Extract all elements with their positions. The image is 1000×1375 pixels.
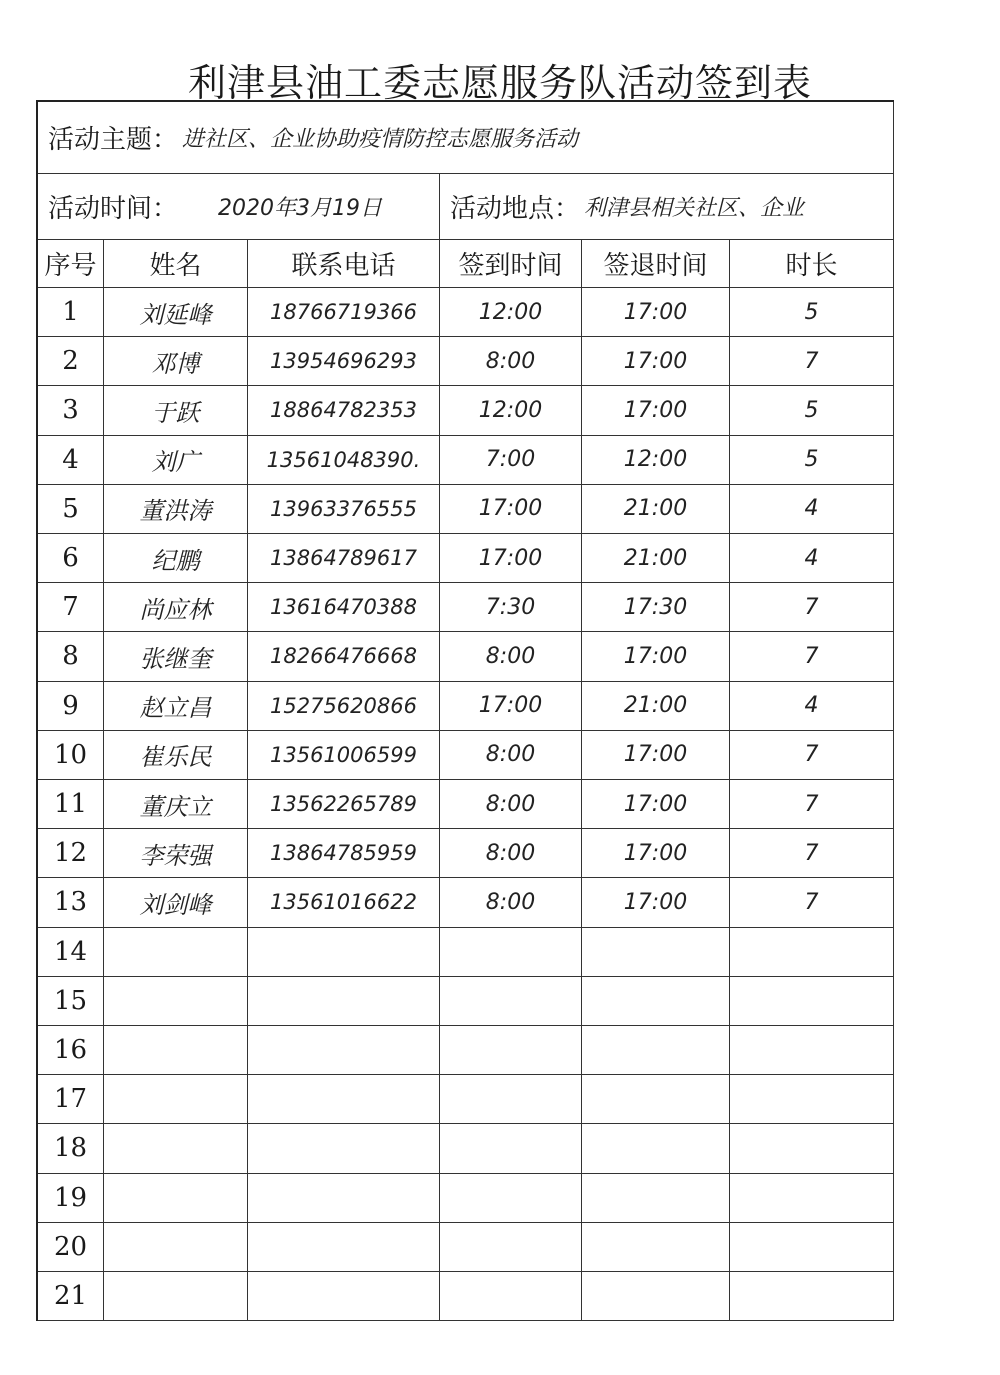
- cell-phone: 13616470388: [248, 583, 440, 631]
- cell-duration: [730, 977, 894, 1025]
- cell-duration: 7: [730, 337, 894, 385]
- table-row: [38, 436, 894, 485]
- cell-index: 8: [38, 632, 104, 680]
- table-row: [38, 977, 894, 1026]
- cell-checkout: 12:00: [582, 436, 730, 484]
- cell-checkin: 8:00: [440, 731, 582, 779]
- cell-checkin: 8:00: [440, 829, 582, 877]
- cell-checkout: [582, 977, 730, 1025]
- cell-phone: 13963376555: [248, 485, 440, 533]
- table-row: [38, 1174, 894, 1223]
- cell-name: 李荣强: [104, 829, 248, 877]
- cell-phone: [248, 1223, 440, 1271]
- cell-duration: 7: [730, 829, 894, 877]
- cell-checkin: [440, 1026, 582, 1074]
- cell-phone: 13561006599: [248, 731, 440, 779]
- table-row: [38, 337, 894, 386]
- table-row: [38, 780, 894, 829]
- cell-duration: 7: [730, 632, 894, 680]
- cell-duration: [730, 1124, 894, 1172]
- cell-checkin: 17:00: [440, 485, 582, 533]
- table-row: [38, 928, 894, 977]
- cell-checkin: 17:00: [440, 534, 582, 582]
- cell-phone: [248, 1174, 440, 1222]
- cell-name: 尚应林: [104, 583, 248, 631]
- table-row: [38, 1124, 894, 1173]
- cell-checkin: 12:00: [440, 386, 582, 434]
- cell-checkout: 17:00: [582, 731, 730, 779]
- cell-duration: [730, 1075, 894, 1123]
- table-row: [38, 632, 894, 681]
- cell-duration: [730, 928, 894, 976]
- cell-duration: 4: [730, 485, 894, 533]
- cell-checkin: 8:00: [440, 780, 582, 828]
- time-place-row: [38, 174, 894, 240]
- theme-cell: [38, 102, 894, 173]
- cell-duration: 5: [730, 288, 894, 336]
- cell-name: [104, 1272, 248, 1320]
- cell-index: 18: [38, 1124, 104, 1172]
- cell-name: 董洪涛: [104, 485, 248, 533]
- cell-phone: 13562265789: [248, 780, 440, 828]
- table-row: [38, 583, 894, 632]
- cell-name: 刘广: [104, 436, 248, 484]
- cell-name: [104, 1223, 248, 1271]
- header-row: [38, 240, 894, 288]
- cell-name: 邓博: [104, 337, 248, 385]
- time-label: 活动时间：: [48, 194, 179, 224]
- time-cell: [38, 174, 440, 239]
- cell-duration: 5: [730, 436, 894, 484]
- theme-label: 活动主题：: [48, 125, 179, 155]
- cell-name: [104, 1026, 248, 1074]
- cell-phone: 18766719366: [248, 288, 440, 336]
- cell-index: 14: [38, 928, 104, 976]
- cell-duration: 4: [730, 534, 894, 582]
- cell-checkin: 8:00: [440, 632, 582, 680]
- cell-checkin: [440, 928, 582, 976]
- cell-checkin: [440, 1075, 582, 1123]
- cell-phone: 18266476668: [248, 632, 440, 680]
- table-row: [38, 534, 894, 583]
- cell-checkout: 21:00: [582, 485, 730, 533]
- table-row: [38, 386, 894, 435]
- cell-phone: 13864789617: [248, 534, 440, 582]
- table-row: [38, 878, 894, 927]
- cell-index: 5: [38, 485, 104, 533]
- cell-checkin: 12:00: [440, 288, 582, 336]
- time-value: 2020年3月19日: [218, 196, 382, 221]
- cell-index: 15: [38, 977, 104, 1025]
- cell-duration: [730, 1272, 894, 1320]
- cell-phone: 15275620866: [248, 682, 440, 730]
- cell-duration: [730, 1174, 894, 1222]
- header-col-duration: 时长: [730, 240, 894, 287]
- sheet-title: 利津县油工委志愿服务队活动签到表: [187, 61, 812, 105]
- cell-checkout: 17:00: [582, 829, 730, 877]
- cell-phone: 13561048390.: [248, 436, 440, 484]
- cell-duration: [730, 1223, 894, 1271]
- cell-index: 9: [38, 682, 104, 730]
- cell-checkin: 8:00: [440, 337, 582, 385]
- cell-index: 13: [38, 878, 104, 926]
- table-row: [38, 288, 894, 337]
- cell-index: 20: [38, 1223, 104, 1271]
- cell-checkin: [440, 1223, 582, 1271]
- cell-name: 张继奎: [104, 632, 248, 680]
- cell-name: 刘延峰: [104, 288, 248, 336]
- cell-index: 12: [38, 829, 104, 877]
- cell-checkout: [582, 1124, 730, 1172]
- cell-duration: 7: [730, 780, 894, 828]
- cell-index: 17: [38, 1075, 104, 1123]
- cell-checkout: 17:30: [582, 583, 730, 631]
- cell-checkin: [440, 1174, 582, 1222]
- cell-checkin: 7:30: [440, 583, 582, 631]
- cell-phone: [248, 1272, 440, 1320]
- header-col-phone: 联系电话: [248, 240, 440, 287]
- cell-name: 董庆立: [104, 780, 248, 828]
- cell-checkout: 17:00: [582, 288, 730, 336]
- cell-index: 4: [38, 436, 104, 484]
- table-row: [38, 1075, 894, 1124]
- cell-checkout: 17:00: [582, 337, 730, 385]
- cell-phone: 18864782353: [248, 386, 440, 434]
- table-row: [38, 1026, 894, 1075]
- cell-checkout: [582, 1026, 730, 1074]
- place-label: 活动地点：: [450, 194, 581, 224]
- cell-index: 11: [38, 780, 104, 828]
- cell-index: 7: [38, 583, 104, 631]
- cell-checkin: [440, 977, 582, 1025]
- cell-index: 2: [38, 337, 104, 385]
- cell-name: [104, 1124, 248, 1172]
- table-row: [38, 829, 894, 878]
- cell-phone: 13954696293: [248, 337, 440, 385]
- cell-index: 16: [38, 1026, 104, 1074]
- cell-phone: [248, 1075, 440, 1123]
- header-col-checkin: 签到时间: [440, 240, 582, 287]
- cell-phone: [248, 1026, 440, 1074]
- cell-name: [104, 1174, 248, 1222]
- cell-checkin: 17:00: [440, 682, 582, 730]
- header-col-name: 姓名: [104, 240, 248, 287]
- cell-checkout: 17:00: [582, 780, 730, 828]
- cell-name: [104, 1075, 248, 1123]
- cell-checkout: 17:00: [582, 386, 730, 434]
- cell-checkin: [440, 1124, 582, 1172]
- cell-name: 刘剑峰: [104, 878, 248, 926]
- cell-index: 6: [38, 534, 104, 582]
- cell-duration: 4: [730, 682, 894, 730]
- cell-checkout: [582, 1075, 730, 1123]
- cell-phone: [248, 928, 440, 976]
- cell-phone: [248, 1124, 440, 1172]
- cell-checkout: [582, 1174, 730, 1222]
- cell-duration: 5: [730, 386, 894, 434]
- cell-phone: 13561016622: [248, 878, 440, 926]
- cell-checkout: 17:00: [582, 632, 730, 680]
- theme-row: [38, 102, 894, 174]
- cell-checkin: 7:00: [440, 436, 582, 484]
- cell-name: [104, 977, 248, 1025]
- cell-name: 纪鹏: [104, 534, 248, 582]
- cell-name: 于跃: [104, 386, 248, 434]
- place-cell: [440, 174, 894, 239]
- cell-index: 19: [38, 1174, 104, 1222]
- cell-index: 21: [38, 1272, 104, 1320]
- cell-index: 10: [38, 731, 104, 779]
- cell-checkout: [582, 1223, 730, 1271]
- cell-checkout: 21:00: [582, 534, 730, 582]
- cell-checkin: 8:00: [440, 878, 582, 926]
- table-row: [38, 731, 894, 780]
- cell-name: [104, 928, 248, 976]
- header-col-index: 序号: [38, 240, 104, 287]
- cell-duration: [730, 1026, 894, 1074]
- cell-duration: 7: [730, 731, 894, 779]
- cell-checkin: [440, 1272, 582, 1320]
- place-value: 利津县相关社区、企业: [584, 196, 805, 221]
- cell-name: 赵立昌: [104, 682, 248, 730]
- table-row: [38, 1223, 894, 1272]
- table-row: [38, 485, 894, 534]
- cell-index: 1: [38, 288, 104, 336]
- cell-name: 崔乐民: [104, 731, 248, 779]
- cell-checkout: 21:00: [582, 682, 730, 730]
- table-row: [38, 1272, 894, 1321]
- signin-table: [36, 100, 894, 1321]
- cell-phone: [248, 977, 440, 1025]
- header-col-checkout: 签退时间: [582, 240, 730, 287]
- cell-checkout: [582, 928, 730, 976]
- table-row: [38, 682, 894, 731]
- cell-index: 3: [38, 386, 104, 434]
- cell-duration: 7: [730, 583, 894, 631]
- cell-phone: 13864785959: [248, 829, 440, 877]
- cell-checkout: 17:00: [582, 878, 730, 926]
- theme-value: 进社区、企业协助疫情防控志愿服务活动: [182, 127, 579, 152]
- cell-checkout: [582, 1272, 730, 1320]
- cell-duration: 7: [730, 878, 894, 926]
